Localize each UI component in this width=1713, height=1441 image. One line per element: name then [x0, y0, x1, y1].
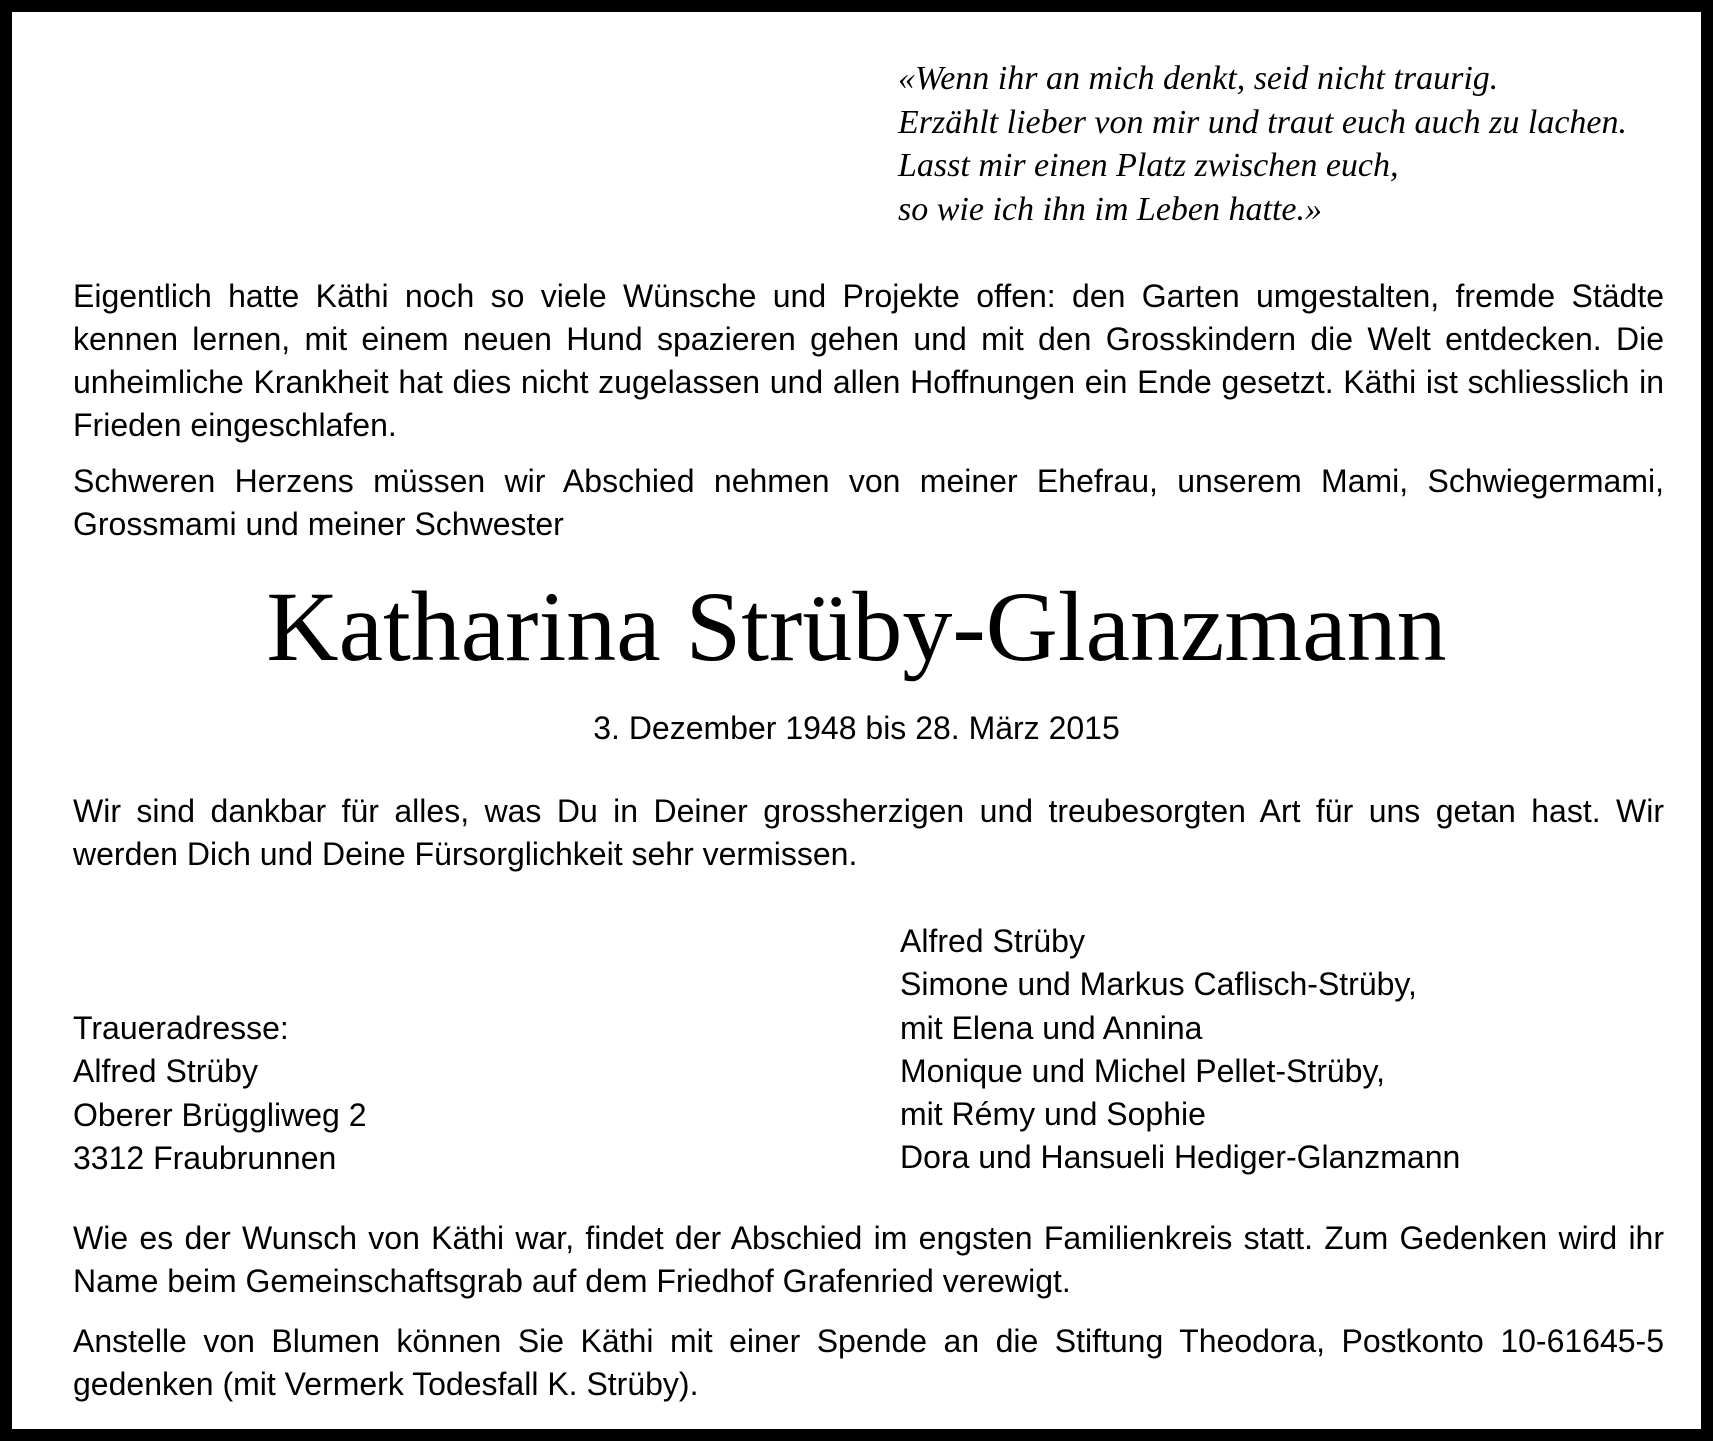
poem-line: «Wenn ihr an mich denkt, seid nicht traurig. — [898, 60, 1499, 97]
address-heading: Traueradresse: — [73, 1010, 289, 1046]
memorial-poem — [898, 57, 1678, 231]
family-member-line: mit Rémy und Sophie — [900, 1096, 1206, 1133]
family-member-line: mit Elena und Annina — [900, 1009, 1203, 1046]
mourning-address — [73, 1007, 773, 1180]
donation-paragraph: Anstelle von Blumen können Sie Käthi mit einer Spende an die Stiftung Theodora, Postkonto 10-61645-5 gedenken (mit Vermerk Todesfall K. Strüby). — [73, 1323, 1664, 1402]
life-dates: 3. Dezember 1948 bis 28. März 2015 — [593, 710, 1120, 746]
address-name: Alfred Strüby — [73, 1053, 258, 1090]
poem-line: so wie ich ihn im Leben hatte.» — [898, 190, 1323, 228]
family-member-line: Simone und Markus Caflisch-Strüby, — [900, 966, 1417, 1003]
farewell-paragraph: Schweren Herzens müssen wir Abschied nehmen von meiner Ehefrau, unserem Mami, Schwiegermami, Grossmami und meiner Schwester — [73, 463, 1664, 542]
poem-line: Erzählt lieber von mir und traut euch auch zu lachen. — [898, 103, 1628, 141]
address-street: Oberer Brüggliweg 2 — [73, 1096, 367, 1133]
ceremony-paragraph: Wie es der Wunsch von Käthi war, findet der Abschied im engsten Familienkreis statt. Zum Gedenken wird ihr Name beim Gemeinschaftsgrab auf dem Friedhof Grafenried verewigt. — [73, 1220, 1664, 1299]
family-member-line: Alfred Strüby — [900, 923, 1085, 959]
address-city: 3312 Fraubrunnen — [73, 1139, 337, 1176]
family-signatures — [900, 920, 1680, 1180]
gratitude-paragraph: Wir sind dankbar für alles, was Du in Deiner grossherzigen und treubesorgten Art für uns getan hast. Wir werden Dich und Deine Fürsorglichkeit sehr vermissen. — [73, 793, 1664, 872]
family-member-line: Dora und Hansueli Hediger-Glanzmann — [900, 1139, 1461, 1176]
poem-line: Lasst mir einen Platz zwischen euch, — [898, 147, 1399, 184]
intro-paragraph: Eigentlich hatte Käthi noch so viele Wünsche und Projekte offen: den Garten umgestalten, fremde Städte kennen lernen, mit einem neuen Hund spazieren gehen und mit den Grosskindern die Welt entdecken. Die unheimliche Krankheit hat dies nicht zugelassen und allen Hoffnungen ein Ende gesetzt. Käthi ist schliesslich in Frieden eingeschlafen. — [73, 278, 1664, 443]
family-member-line: Monique und Michel Pellet-Strüby, — [900, 1052, 1385, 1089]
deceased-name: Katharina Strüby-Glanzmann — [266, 571, 1447, 682]
